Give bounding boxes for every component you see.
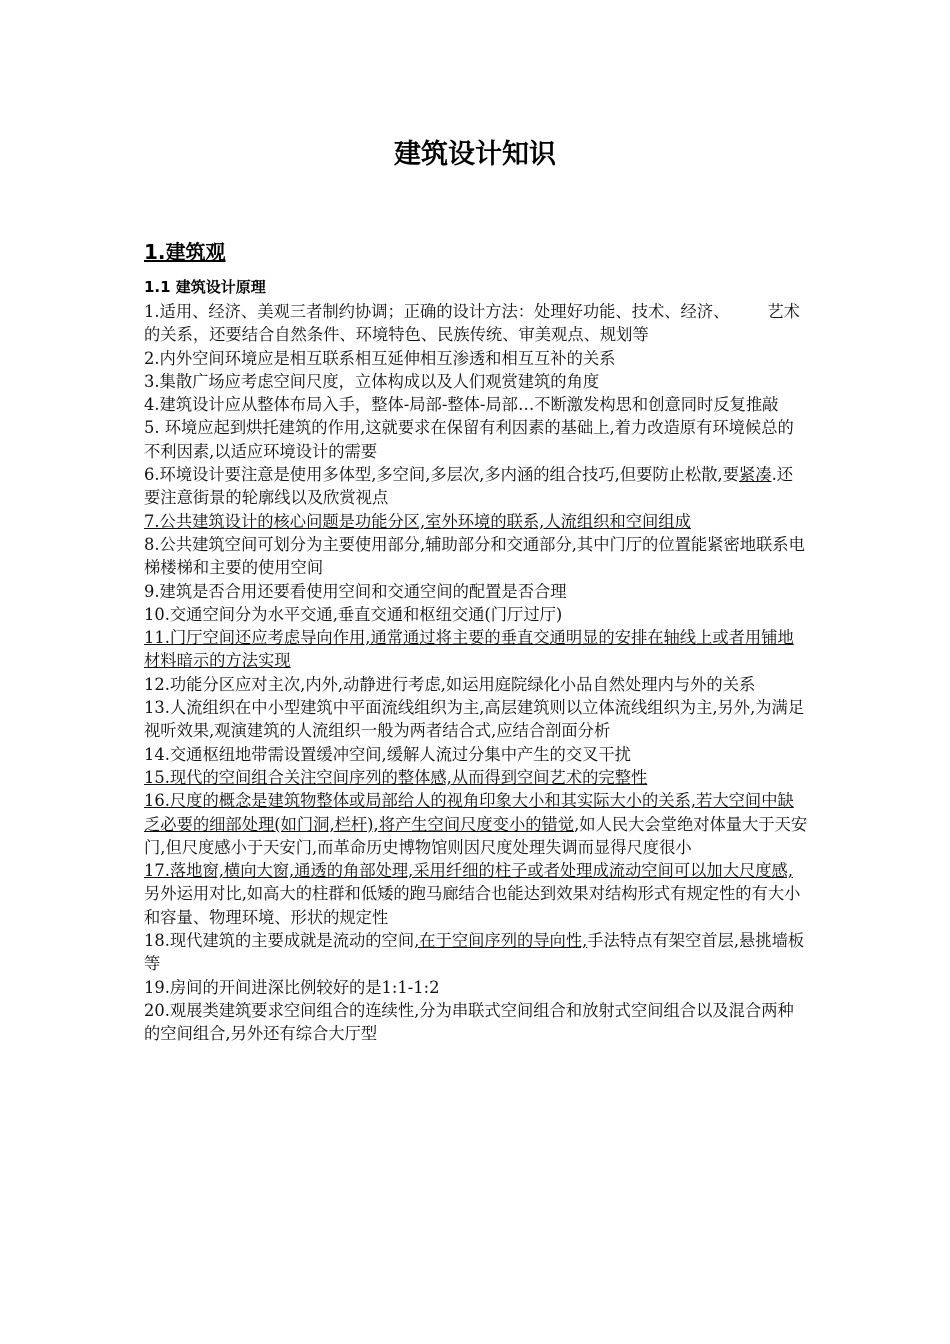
list-item: 19.房间的开间进深比例较好的是1:1-1:2 — [144, 977, 440, 997]
list-item: 3.集散广场应考虑空间尺度，立体构成以及人们观赏建筑的角度 — [144, 371, 600, 391]
list-item: 13.人流组织在中小型建筑中平面流线组织为主,高层建筑则以立体流线组织为主,另外,为满足视听效果,观演建筑的人流组织一般为两者结合式,应结合剖面分析 — [144, 698, 805, 741]
item-17-part-b: 另外运用对比,如高大的柱群和低矮的跑马廊结合也能达到效果对结构形式有规定性的有大小和容量、物理环境、形状的规定性 — [144, 884, 801, 927]
list-item-underlined: 7.公共建筑设计的核心问题是功能分区,室外环境的联系,人流组织和空间组成 — [144, 511, 691, 531]
item-18-underlined: ,在于空间序列的导向性, — [414, 931, 588, 951]
list-item: 4.建筑设计应从整体布局入手，整体-局部-整体-局部…不断激发构思和创意同时反复推敲 — [144, 395, 779, 415]
item-16-part-b: ,如人民大会堂绝对体量大于天安门,但尺度感小于天安门,而革命历史博物馆则因尺度处理失调而显得尺度很小 — [144, 814, 808, 857]
list-item: 20.观展类建筑要求空间组合的连续性,分为串联式空间组合和放射式空间组合以及混合两种的空间组合,另外还有综合大厅型 — [144, 1000, 794, 1044]
list-item: 2.内外空间环境应是相互联系相互延伸相互渗透和相互互补的关系 — [144, 348, 616, 368]
item-17-underlined: 17.落地窗,横向大窗,通透的角部处理,采用纤细的柱子或者处理成流动空间可以加大尺度感, — [144, 861, 794, 881]
list-item — [144, 789, 808, 859]
list-item — [144, 929, 808, 976]
list-item-underlined: 15.现代的空间组合关注空间序列的整体感,从而得到空间艺术的完整性 — [144, 767, 648, 787]
list-item-underlined: 11.门厅空间还应考虑导向作用,通常通过将主要的垂直交通明显的安排在轴线上或者用铺地材料暗示的方法实现 — [144, 628, 794, 671]
item-18-part-a: 18.现代建筑的主要成就是流动的空间 — [144, 931, 415, 951]
item-18-part-c: 手法特点有架空首层,悬挑墙板等 — [144, 931, 805, 974]
list-item: 12.功能分区应对主次,内外,动静进行考虑,如运用庭院绿化小品自然处理内与外的关系 — [144, 674, 756, 694]
list-item — [144, 463, 808, 510]
document-body — [144, 300, 808, 1046]
list-item — [144, 300, 808, 347]
list-item: 14.交通枢纽地带需设置缓冲空间,缓解人流过分集中产生的交叉干扰 — [144, 744, 631, 764]
list-item: 10.交通空间分为水平交通,垂直交通和枢纽交通(门厅过厅) — [144, 604, 563, 624]
list-item: 5. 环境应起到烘托建筑的作用,这就要求在保留有利因素的基础上,着力改造原有环境候总的不利因素,以适应环境设计的需要 — [144, 418, 794, 461]
item-1-part-b: 艺术的关系，还要结合自然条件、环境特色、民族传统、审美观点、规划等 — [144, 302, 800, 345]
document-title: 建筑设计知识 — [394, 139, 556, 170]
list-item — [144, 859, 808, 929]
list-item: 8.公共建筑空间可划分为主要使用部分,辅助部分和交通部分,其中门厅的位置能紧密地联系电梯楼梯和主要的使用空间 — [144, 534, 805, 578]
item-16-underlined: 16.尺度的概念是建筑物整体或局部给人的视角印象大小和其实际大小的关系,若大空间中缺乏必要的细部处理(如门洞,栏杆),将产生空间尺度变小的错觉 — [144, 791, 794, 834]
list-item: 9.建筑是否合用还要看使用空间和交通空间的配置是否合理 — [144, 581, 567, 601]
section-heading: 1.建筑观 — [144, 240, 226, 264]
item-6-underlined: 紧凑 — [738, 465, 772, 485]
item-6-part-c: .还要注意街景的轮廓线以及欣赏视点 — [144, 465, 794, 508]
subsection-heading: 1.1 建筑设计原理 — [144, 278, 266, 296]
item-6-part-a: 6.环境设计要注意是使用多体型,多空间,多层次,多内涵的组合技巧,但要防止松散,要 — [144, 465, 739, 485]
item-1-part-a: 1.适用、经济、美观三者制约协调；正确的设计方法：处理好功能、技术、经济、 — [144, 302, 730, 321]
